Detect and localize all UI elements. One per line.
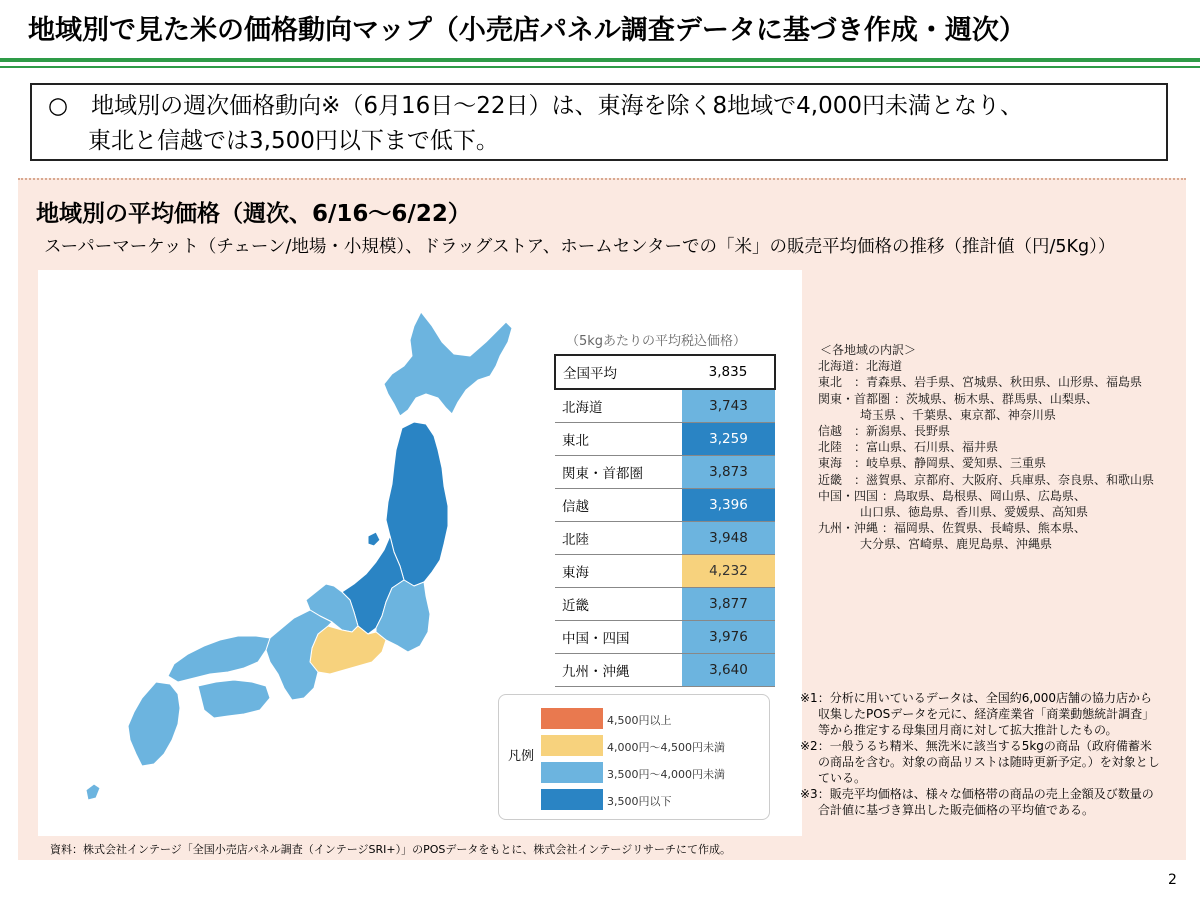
region-line: 関東・首都圏 ：茨城県、栃木県、群馬県、山梨県、 [818,391,1098,406]
region-line: 山口県、徳島県、香川県、愛媛県、高知県 [860,505,1089,520]
legend-label-under3500: 3,500円以下 [607,795,672,808]
price-cell: 3,877 [682,588,775,621]
table-row [555,423,775,456]
legend-label-3500-4000: 3,500円～4,000円未満 [607,768,725,781]
legend-label-4000-4500: 4,000円～4,500円未満 [607,741,725,754]
table-row [555,621,775,654]
table-row [555,555,775,588]
source-note: 資料：株式会社インテージ「全国小売店パネル調査（インテージSRI+）」のPOSデータをもとに、株式会社インテージリサーチにて作成。 [50,843,731,856]
summary-line-2: 東北と信越では3,500円以下まで低下。 [88,128,499,154]
title-rule-thick [0,58,1200,62]
map-region-chugoku [168,636,270,682]
price-table [554,354,776,687]
price-cell: 3,835 [682,355,775,389]
price-cell: 3,873 [682,456,775,489]
region-name-cell: 信越 [555,489,682,522]
page-title: 地域別で見た米の価格動向マップ（小売店パネル調査データに基づき作成・週次） [28,15,1026,46]
table-row [555,456,775,489]
region-line: 信越 ：新潟県、長野県 [818,424,951,439]
region-line: 近畿 ：滋賀県、京都府、大阪府、兵庫県、奈良県、和歌山県 [818,472,1155,487]
region-name-cell: 九州・沖縄 [555,654,682,687]
footnote-2: ※2：一般うるち精米、無洗米に該当する5kgの商品（政府備蓄米の商品を含む。対象の商品リストは随時更新予定。）を対象としている。 [800,739,1160,785]
panel-title: 地域別の平均価格（週次、6/16～6/22） [36,201,471,227]
region-name-cell: 北海道 [555,389,682,423]
legend-swatch-4000-4500 [541,735,603,756]
region-line: 東北 ：青森県、岩手県、宮城県、秋田県、山形県、福島県 [818,375,1143,390]
region-name-cell: 全国平均 [555,355,682,389]
map-island-sado [368,532,380,546]
table-unit: （5kgあたりの平均税込価格） [566,334,747,349]
panel-subtitle: スーパーマーケット（チェーン/地場・小規模）、ドラッグストア、ホームセンターでの「米」の販売平均価格の推移（推計値（円/5Kg）） [44,237,1116,257]
price-cell: 3,396 [682,489,775,522]
table-row-national [555,355,775,389]
page-number: 2 [1168,872,1177,888]
table-row [555,489,775,522]
region-line: 埼玉県 、千葉県、東京都、神奈川県 [860,407,1056,422]
region-line: 九州・沖縄 ：福岡県、佐賀県、長崎県、熊本県、 [818,521,1086,536]
legend-swatch-over4500 [541,708,603,729]
footnote-1: ※1：分析に用いているデータは、全国約6,000店舗の協力店から収集したPOSデータを元に、経済産業省「商業動態統計調査」等から推定する母集団月商に対して拡大推計したもの。 [800,691,1155,737]
legend-label-over4500: 4,500円以上 [607,714,672,727]
region-line: 北陸 ：富山県、石川県、福井県 [818,440,999,455]
price-cell: 3,948 [682,522,775,555]
price-cell: 3,976 [682,621,775,654]
region-name-cell: 東北 [555,423,682,456]
region-name-cell: 関東・首都圏 [555,456,682,489]
region-line: 大分県、宮崎県、鹿児島県、沖縄県 [860,537,1053,552]
region-breakdown [818,342,1154,553]
title-rule-thin [0,66,1200,68]
map-region-shikoku [198,680,270,718]
price-cell: 3,259 [682,423,775,456]
table-row [555,389,775,423]
table-row [555,522,775,555]
region-breakdown-header: ＜各地域の内訳＞ [820,343,917,357]
map-region-okinawa [86,784,100,800]
region-name-cell: 北陸 [555,522,682,555]
map-region-hokkaido [384,312,512,416]
region-line: 東海 ：岐阜県、静岡県、愛知県、三重県 [818,456,1047,471]
legend-swatch-3500-4000 [541,762,603,783]
footnotes [800,690,1162,818]
footnote-3: ※3：販売平均価格は、様々な価格帯の商品の売上金額及び数量の合計値に基づき算出した販売価格の平均値である。 [800,787,1154,817]
region-name-cell: 中国・四国 [555,621,682,654]
table-row [555,654,775,687]
legend-title: 凡例 [508,749,535,764]
map-region-tokai [310,626,386,674]
legend-swatch-under3500 [541,789,603,810]
table-row [555,588,775,621]
map-region-kyushu [128,682,180,766]
summary-box [30,83,1168,161]
price-cell: 4,232 [682,555,775,588]
summary-line-1: ○ 地域別の週次価格動向※（6月16日～22日）は、東海を除く8地域で4,000円未満となり、 [48,93,1023,119]
region-name-cell: 近畿 [555,588,682,621]
price-cell: 3,743 [682,389,775,423]
price-cell: 3,640 [682,654,775,687]
region-name-cell: 東海 [555,555,682,588]
japan-map [38,270,538,836]
region-line: 中国・四国 ：鳥取県、島根県、岡山県、広島県、 [818,488,1086,503]
region-line: 北海道：北海道 [818,359,903,374]
